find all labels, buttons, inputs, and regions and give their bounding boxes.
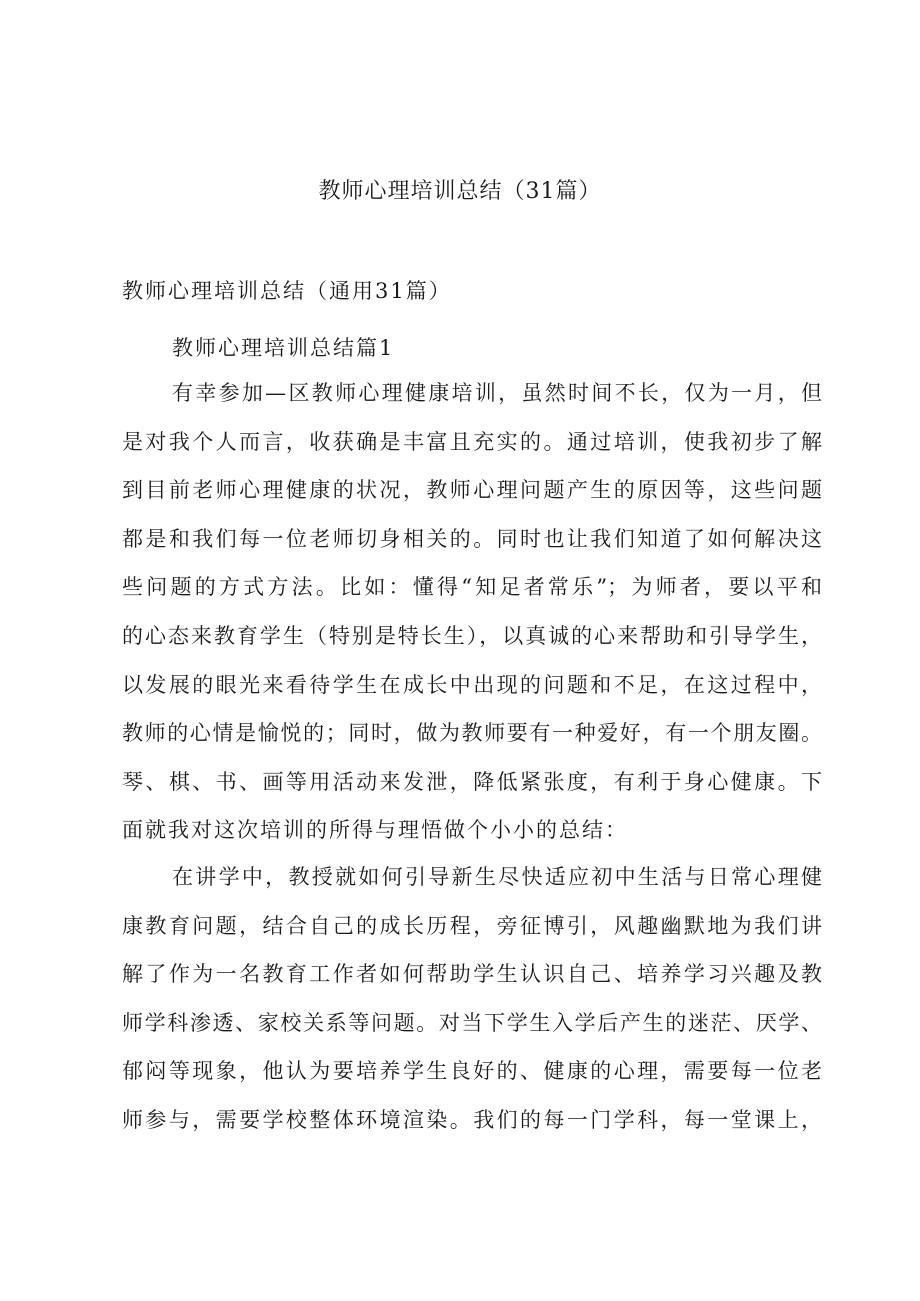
- paragraph-1: [122, 369, 822, 855]
- paragraph-line: 有幸参加—区教师心理健康培训，虽然时间不长，仅为一月，但: [172, 381, 822, 405]
- paragraph-line: 师学科渗透、家校关系等问题。对当下学生入学后产生的迷茫、厌学、: [122, 1010, 822, 1035]
- paragraph-line: 面就我对这次培训的所得与理悟做个小小的总结：: [122, 818, 628, 843]
- paragraph-2: [122, 853, 822, 1145]
- paragraph-line: 些问题的方式方法。比如：懂得“知足者常乐”；为师者，要以平和: [122, 575, 822, 600]
- paragraph-line: 是对我个人而言，收获确是丰富且充实的。通过培训，使我初步了解: [122, 429, 822, 454]
- paragraph-line: 到目前老师心理健康的状况，教师心理问题产生的原因等，这些问题: [122, 478, 822, 503]
- paragraph-line: 以发展的眼光来看待学生在成长中出现的问题和不足，在这过程中，: [122, 672, 822, 697]
- paragraph-line: 的心态来教育学生（特别是特长生），以真诚的心来帮助和引导学生，: [122, 623, 822, 648]
- paragraph-line: 解了作为一名教育工作者如何帮助学生认识自己、培养学习兴趣及教: [122, 962, 822, 987]
- paragraph-line: 都是和我们每一位老师切身相关的。同时也让我们知道了如何解决这: [122, 526, 822, 551]
- paragraph-line: 康教育问题，结合自己的成长历程，旁征博引，风趣幽默地为我们讲: [122, 913, 822, 938]
- paragraph-line: 教师的心情是愉悦的；同时，做为教师要有一种爱好，有一个朋友圈。: [122, 721, 822, 746]
- document-title: 教师心理培训总结（31篇）: [318, 179, 602, 204]
- paragraph-line: 郁闷等现象，他认为要培养学生良好的、健康的心理，需要每一位老: [122, 1059, 822, 1084]
- paragraph-line: 师参与，需要学校整体环境渲染。我们的每一门学科，每一堂课上，: [122, 1107, 822, 1132]
- paragraph-line: 琴、棋、书、画等用活动来发泄，降低紧张度，有利于身心健康。下: [122, 769, 822, 794]
- paragraph-line: 在讲学中，教授就如何引导新生尽快适应初中生活与日常心理健: [172, 865, 822, 889]
- section-heading: 教师心理培训总结篇1: [172, 336, 395, 360]
- document-subtitle: 教师心理培训总结（通用31篇）: [122, 279, 452, 303]
